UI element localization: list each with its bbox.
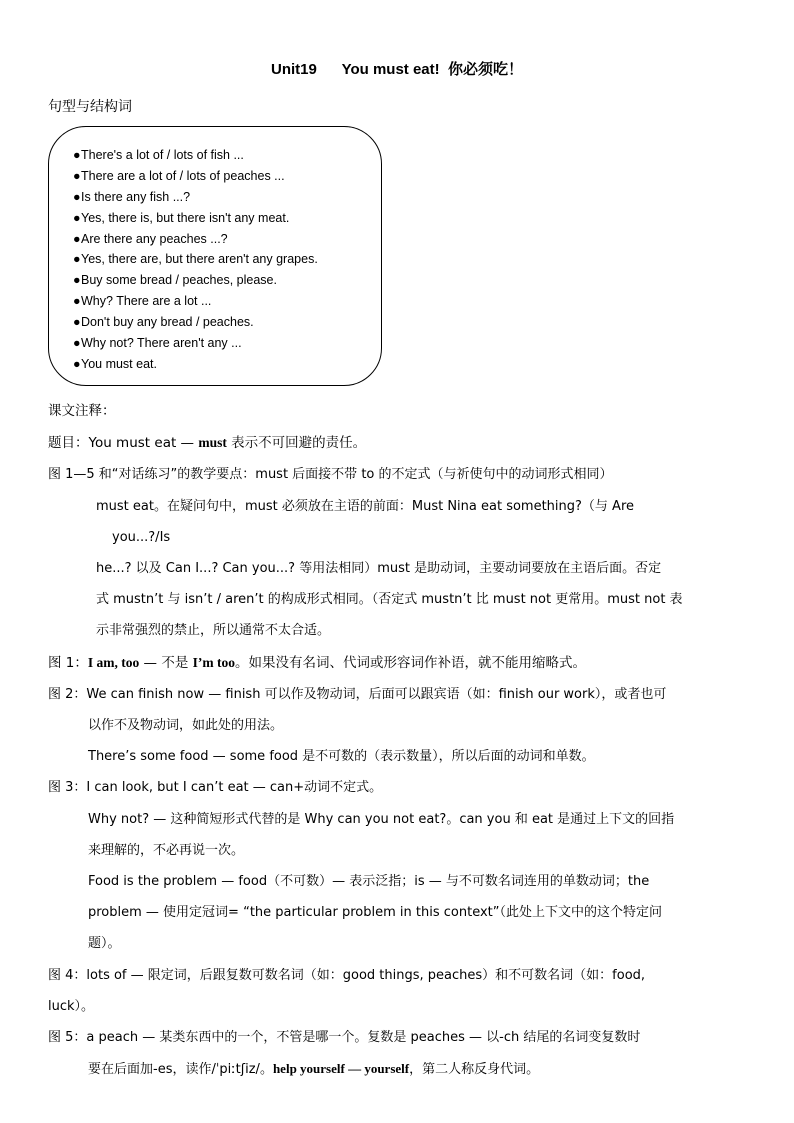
notes-section (48, 396, 748, 1085)
note-text: 图 1—5 和“对话练习”的教学要点：must 后面接不带 to 的不定式（与祈使句中的动词形式相同） (48, 467, 613, 483)
list-item: ●Yes, there is, but there isn't any meat. (73, 208, 318, 229)
note-text: problem — 使用定冠词= “the particular problem in this context”（此处上下文中的这个特定问 (88, 905, 662, 921)
note-text: must eat。在疑问句中，must 必须放在主语的前面：Must Nina eat something?（与 Are (96, 498, 635, 514)
list-item: ●Don't buy any bread / peaches. (73, 312, 318, 333)
note-figure-3: 图 3：I can look, but I can’t eat — can+动词不定式。 (48, 780, 383, 796)
note-figure-2: 图 2：We can finish now — finish 可以作及物动词，后面可以跟宾语（如：finish our work），或者也可 (48, 686, 667, 702)
list-item: ●There's a lot of / lots of fish ... (73, 145, 318, 166)
note-text: 来理解的，不必再说一次。 (88, 842, 245, 858)
note-text: 式 mustn’t 与 isn’t / aren’t 的构成形式相同。（否定式 mustn’t 比 must not 更常用。must not 表 (96, 592, 683, 608)
note-text: 要在后面加-es，读作/ˈpiːtʃiz/。help yourself — yourself，第二人称反身代词。 (88, 1061, 540, 1078)
note-text: Food is the problem — food（不可数）— 表示泛指；is — 与不可数名词连用的单数动词；the (88, 874, 650, 890)
list-item: ●You must eat. (73, 354, 318, 375)
list-item: ●Is there any fish ...? (73, 187, 318, 208)
note-text: luck）。 (48, 998, 95, 1014)
list-item: ●Are there any peaches ...? (73, 229, 318, 250)
list-item: ●There are a lot of / lots of peaches ... (73, 166, 318, 187)
bullet-icon: ● (73, 252, 81, 267)
note-figure-1: 图 1：I am, too — 不是 I’m too。如果没有名词、代词或形容词作补语，就不能用缩略式。 (48, 654, 587, 671)
note-text: There’s some food — some food 是不可数的（表示数量），所以后面的动词和单数。 (88, 749, 595, 765)
bullet-icon: ● (73, 148, 81, 162)
bullet-icon: ● (73, 356, 81, 371)
list-item: ●Yes, there are, but there aren't any grapes. (73, 249, 318, 270)
bullet-icon: ● (73, 273, 81, 288)
bullet-icon: ● (73, 231, 81, 246)
page-title: Unit19 You must eat! 你必须吃！ (271, 61, 523, 78)
note-text: 题）。 (88, 936, 121, 952)
list-item: ●Why? There are a lot ... (73, 291, 318, 312)
bullet-icon: ● (73, 294, 81, 309)
notes-heading: 课文注释： (48, 403, 116, 419)
bullet-icon: ● (73, 315, 81, 330)
sentence-patterns-box (48, 126, 382, 386)
note-text: 示非常强烈的禁止，所以通常不太合适。 (96, 623, 331, 639)
pattern-list (73, 145, 318, 375)
bullet-icon: ● (73, 336, 81, 351)
note-figure-5: 图 5：a peach — 某类东西中的一个，不管是哪一个。复数是 peaches — 以-ch 结尾的名词变复数时 (48, 1030, 641, 1046)
note-title: 题目：You must eat — must 表示不可回避的责任。 (48, 435, 367, 452)
bullet-icon: ● (73, 168, 81, 183)
note-text: you...?/Is (112, 529, 171, 545)
note-text: Why not? — 这种简短形式代替的是 Why can you not eat?。can you 和 eat 是通过上下文的回指 (88, 811, 675, 827)
note-text: he...? 以及 Can I...? Can you...? 等用法相同）must 是助动词，主要动词要放在主语后面。否定 (96, 561, 662, 577)
note-text: 以作不及物动词，如此处的用法。 (88, 718, 284, 734)
list-item: ●Buy some bread / peaches, please. (73, 270, 318, 291)
note-figure-4: 图 4：lots of — 限定词，后跟复数可数名词（如：good things, peaches）和不可数名词（如：food, (48, 967, 646, 983)
bullet-icon: ● (73, 189, 81, 204)
bullet-icon: ● (73, 210, 81, 225)
section-heading: 句型与结构词 (48, 99, 132, 115)
list-item: ●Why not? There aren't any ... (73, 333, 318, 354)
